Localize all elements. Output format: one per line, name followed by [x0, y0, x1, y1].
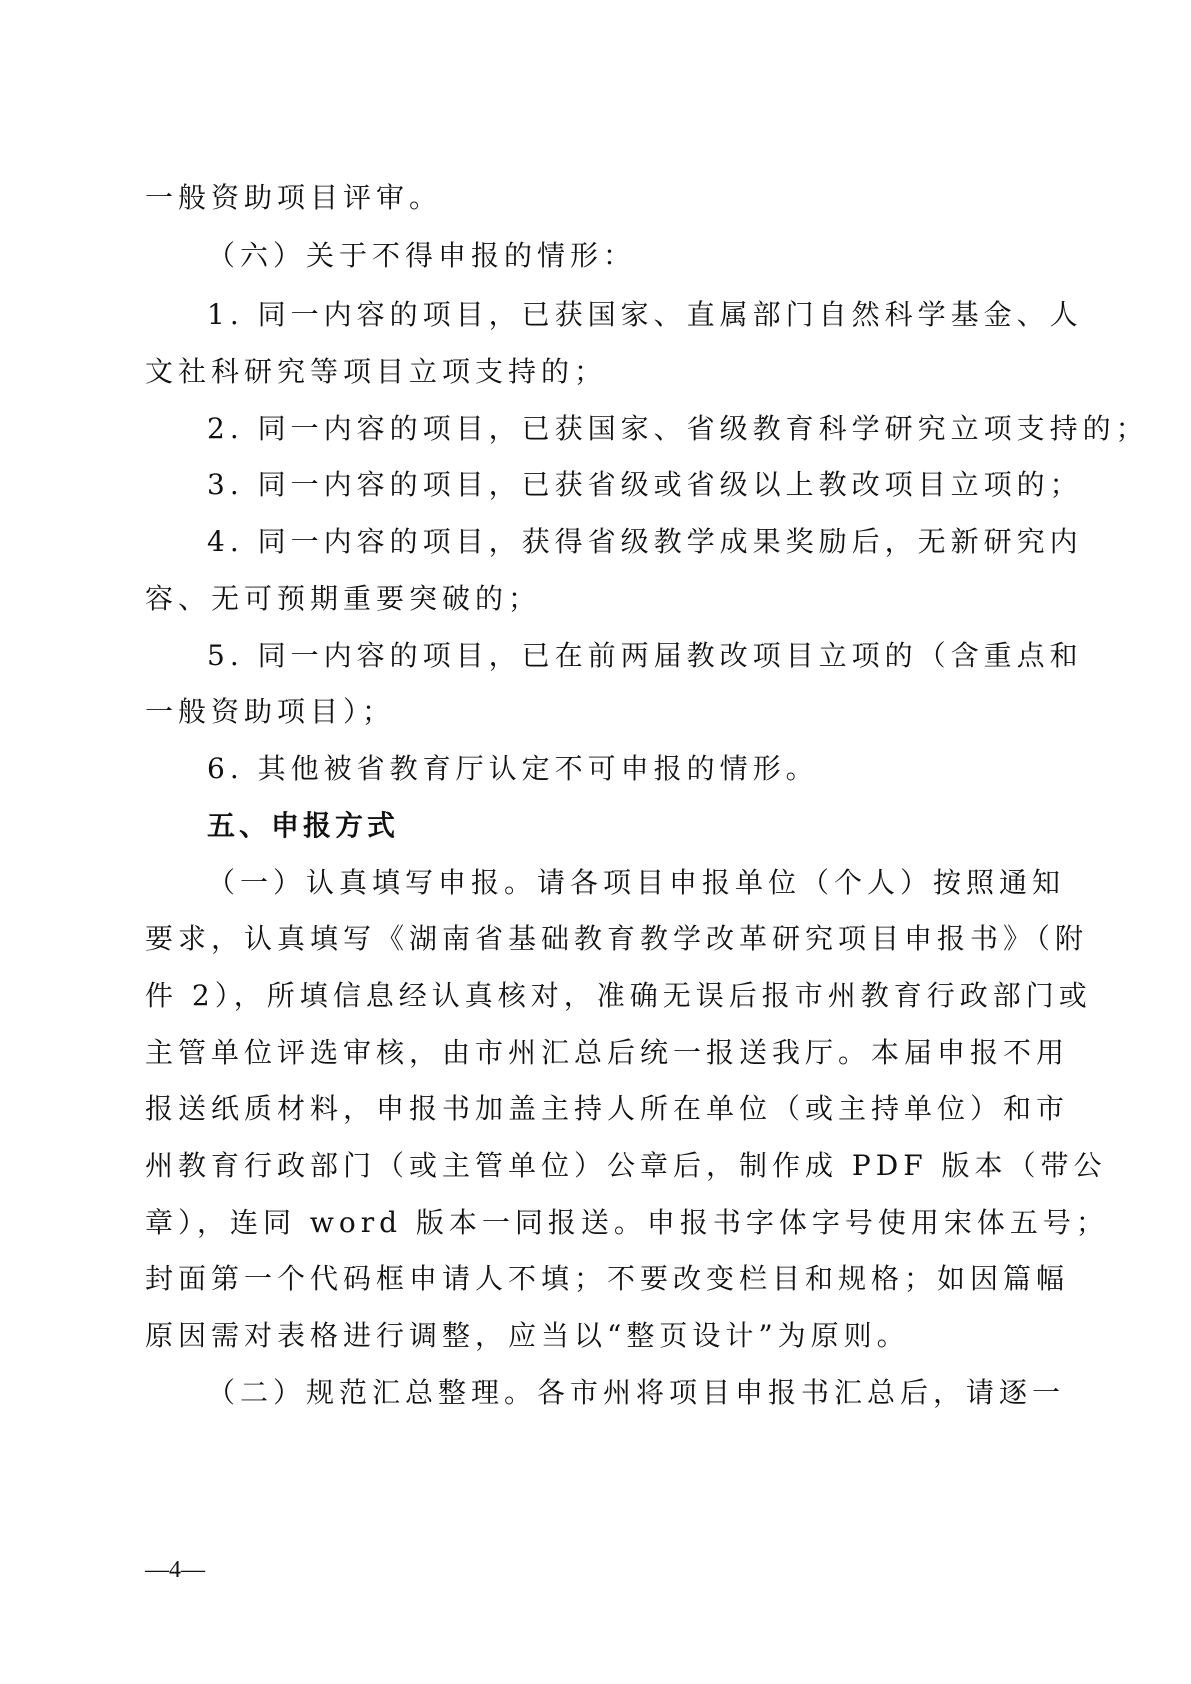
paragraph-line: 章），连同 word 版本一同报送。申报书字体字号使用宋体五号； — [145, 1206, 1109, 1239]
section-heading: 五、申报方式 — [207, 809, 400, 842]
paragraph-line: 要求，认真填写《湖南省基础教育教学改革研究项目申报书》（附 — [145, 922, 1089, 955]
list-item: 5. 同一内容的项目，已在前两届教改项目立项的（含重点和 — [207, 639, 1083, 672]
paragraph-line: 件 2），所填信息经认真核对，准确无误后报市州教育行政部门或 — [145, 979, 1092, 1012]
list-item: 3. 同一内容的项目，已获省级或省级以上教改项目立项的； — [207, 468, 1083, 501]
paragraph-line: 容、无可预期重要突破的； — [145, 582, 542, 615]
paragraph-line: 一般资助项目评审。 — [145, 181, 443, 214]
paragraph-line: 封面第一个代码框申请人不填；不要改变栏目和规格；如因篇幅 — [145, 1262, 1070, 1295]
paragraph-line: 文社科研究等项目立项支持的； — [145, 355, 608, 388]
list-item: 6. 其他被省教育厅认定不可申报的情形。 — [207, 752, 819, 785]
page-number: —4— — [145, 1557, 205, 1583]
paragraph-line: 报送纸质材料，申报书加盖主持人所在单位（或主持单位）和市 — [145, 1092, 1070, 1125]
paragraph-line: （一）认真填写申报。请各项目申报单位（个人）按照通知 — [207, 866, 1066, 899]
paragraph-line: （二）规范汇总整理。各市州将项目申报书汇总后，请逐一 — [207, 1376, 1066, 1409]
list-item: 1. 同一内容的项目，已获国家、直属部门自然科学基金、人 — [207, 298, 1083, 331]
list-item: 4. 同一内容的项目，获得省级教学成果奖励后，无新研究内 — [207, 525, 1083, 558]
paragraph-line: 一般资助项目）； — [145, 695, 396, 728]
paragraph-line: 原因需对表格进行调整，应当以“整页设计”为原则。 — [145, 1319, 910, 1352]
list-item: 2. 同一内容的项目，已获国家、省级教育科学研究立项支持的； — [207, 412, 1149, 445]
section-subheading: （六）关于不得申报的情形： — [207, 239, 637, 272]
paragraph-line: 州教育行政部门（或主管单位）公章后，制作成 PDF 版本（带公 — [145, 1149, 1107, 1182]
paragraph-line: 主管单位评选审核，由市州汇总后统一报送我厅。本届申报不用 — [145, 1036, 1070, 1069]
